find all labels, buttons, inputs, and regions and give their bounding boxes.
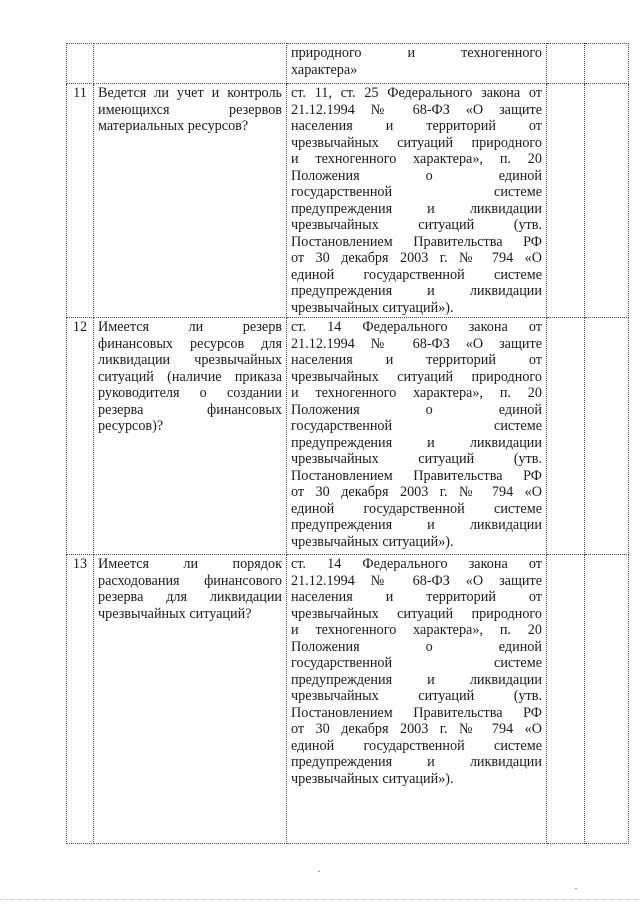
reference-line: предупреждения и ликвидации [291,671,542,688]
reference-line: предупреждения и ликвидации [291,754,542,770]
answer-cell [547,44,585,84]
note-cell [585,84,629,318]
reference-line: чрезвычайных ситуаций природного [291,368,542,385]
legal-reference-cell [287,84,547,318]
reference-line: Положения о единой [291,638,542,655]
reference-line: чрезвычайных ситуаций»). [291,299,454,316]
table-row [67,555,629,844]
reference-line: чрезвычайных ситуаций»). [291,770,454,787]
reference-line: населения и территорий от [291,589,542,605]
reference-line: 21.12.1994 № 68-ФЗ «О защите [291,101,542,118]
row-number: 13 [72,556,88,572]
reference-line: и техногенного характера», п. 20 [291,622,542,638]
reference-line: чрезвычайных ситуаций»). [291,533,454,550]
reference-line: единой государственной системе [291,737,542,754]
row-number-cell [67,318,94,555]
reference-line: от 30 декабря 2003 г. № 794 «О [291,484,542,500]
row-number-cell [67,555,94,844]
reference-line: Постановлением Правительства РФ [291,233,542,250]
question-line: Имеется ли порядок [98,556,282,572]
reference-line: единой государственной системе [291,266,542,283]
reference-line: населения и территорий от [291,352,542,368]
reference-line: Постановлением Правительства РФ [291,467,542,484]
reference-line: от 30 декабря 2003 г. № 794 «О [291,721,542,737]
reference-line: предупреждения и ликвидации [291,200,542,217]
reference-line: чрезвычайных ситуаций (утв. [291,217,542,233]
reference-line: 21.12.1994 № 68-ФЗ «О защите [291,335,542,352]
row-number: 12 [72,319,88,335]
reference-line: предупреждения и ликвидации [291,283,542,299]
row-number-cell [67,44,94,84]
reference-line: государственной системе [291,655,542,671]
answer-cell [547,318,585,555]
note-cell [585,555,629,844]
scan-edge-rule [0,899,640,900]
question-line: ситуаций (наличие приказа [98,368,282,385]
note-cell [585,318,629,555]
answer-cell [547,84,585,318]
row-number: 11 [73,85,87,101]
reference-line: природного и техногенного [291,45,542,61]
reference-line: Постановлением Правительства РФ [291,704,542,721]
reference-line: единой государственной системе [291,500,542,517]
legal-reference-cell [287,318,547,555]
reference-line: населения и территорий от [291,118,542,134]
question-line: расходования финансового [98,572,282,589]
table-row [67,84,629,318]
question-line: Имеется ли резерв [98,319,282,335]
question-cell [94,555,287,844]
reference-line: и техногенного характера», п. 20 [291,151,542,167]
reference-line: чрезвычайных ситуаций природного [291,605,542,622]
question-line: ликвидации чрезвычайных [98,352,282,368]
question-line: чрезвычайных ситуаций? [98,605,252,622]
reference-line: характера» [291,61,358,78]
reference-line: предупреждения и ликвидации [291,434,542,451]
question-cell [94,44,287,84]
reference-line: чрезвычайных ситуаций (утв. [291,688,542,704]
reference-line: ст. 14 Федерального закона от [291,556,542,572]
reference-line: ст. 14 Федерального закона от [291,319,542,335]
scan-speck [318,871,320,872]
question-line: ресурсов)? [98,418,164,434]
reference-line: предупреждения и ликвидации [291,517,542,533]
reference-line: ст. 11, ст. 25 Федерального закона от [291,85,542,101]
question-line: финансовых ресурсов для [98,335,282,352]
checklist-table [66,43,629,844]
question-line: руководителя о создании [98,385,282,401]
legal-reference-cell [287,555,547,844]
note-cell [585,44,629,84]
question-line: имеющихся резервов [98,101,282,118]
checklist-table-body [67,44,629,844]
reference-line: Положения о единой [291,401,542,418]
scan-speck [575,888,577,889]
reference-line: государственной системе [291,418,542,434]
question-line: материальных ресурсов? [98,118,249,134]
reference-line: чрезвычайных ситуаций (утв. [291,451,542,467]
reference-line: чрезвычайных ситуаций природного [291,134,542,151]
question-line: резерва для ликвидации [98,589,282,605]
reference-line: от 30 декабря 2003 г. № 794 «О [291,250,542,266]
question-cell [94,84,287,318]
legal-reference-cell [287,44,547,84]
reference-line: и техногенного характера», п. 20 [291,385,542,401]
reference-line: государственной системе [291,184,542,200]
table-row [67,318,629,555]
question-cell [94,318,287,555]
question-line: Ведется ли учет и контроль [98,85,282,101]
row-number-cell [67,84,94,318]
answer-cell [547,555,585,844]
reference-line: 21.12.1994 № 68-ФЗ «О защите [291,572,542,589]
reference-line: Положения о единой [291,167,542,184]
table-row [67,44,629,84]
question-line: резерва финансовых [98,401,282,418]
